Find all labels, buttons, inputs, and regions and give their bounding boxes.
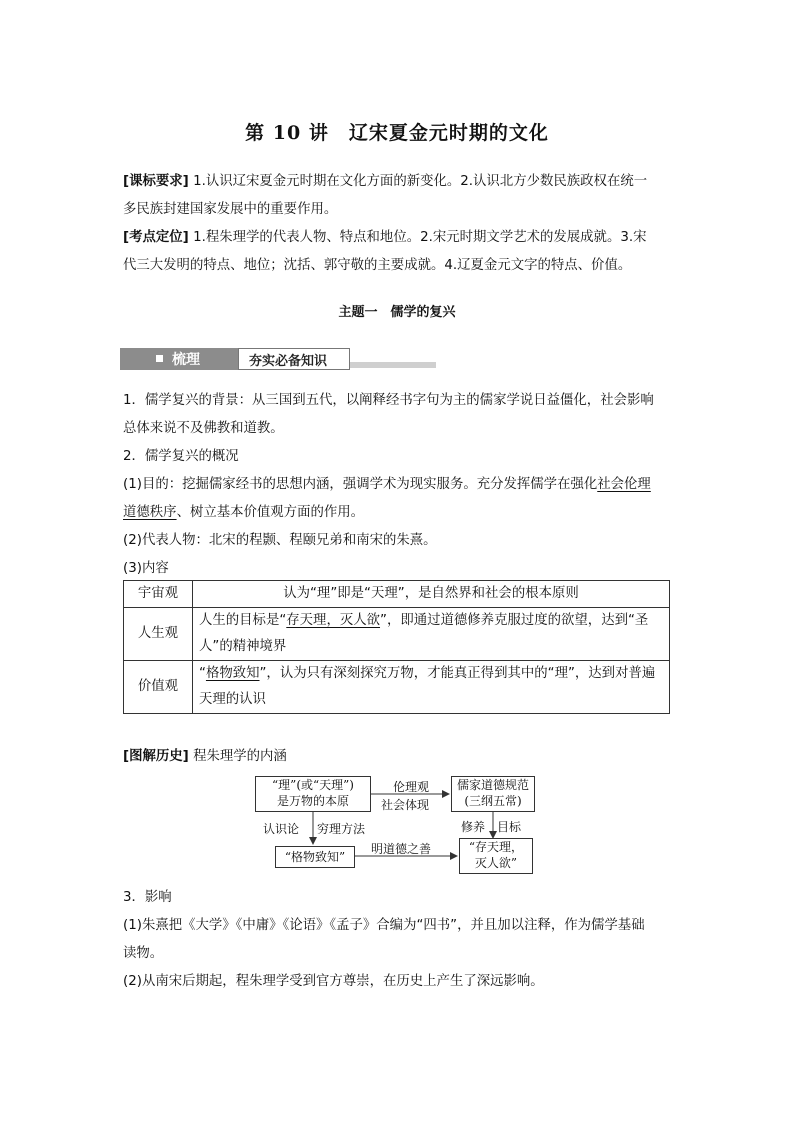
curriculum-requirements: [123, 168, 675, 224]
box-moral-line-1: 儒家道德规范: [456, 778, 529, 792]
banner-dark-tab: [120, 348, 238, 370]
requirements-line-1: 1.认识辽宋夏金元时期在文化方面的新变化。2.认识北方少数民族政权在统一: [188, 174, 648, 189]
section-banner: [120, 348, 436, 370]
box-heavenly-line-1: “存天理，: [468, 840, 524, 854]
arrow-left-label-left: 认识论: [263, 822, 300, 836]
table-head-cell: 价值观: [124, 661, 193, 714]
s2-p2: (2)代表人物：北宋的程颢、程颐兄弟和南宋的朱熹。: [123, 533, 437, 548]
requirements-line-2: 多民族封建国家发展中的重要作用。: [123, 202, 338, 217]
table-row: [124, 581, 670, 608]
banner-light-label: 夯实必备知识: [249, 354, 328, 369]
banner-divider: [350, 362, 436, 368]
s2-p1-underline-2: 道德秩序: [123, 505, 177, 520]
s2-p3: (3)内容: [123, 561, 169, 576]
s2-heading: 2．儒学复兴的概况: [123, 449, 239, 464]
diagram-caption: 程朱理学的内涵: [193, 749, 287, 764]
arrow-right-label-right: 目标: [497, 820, 522, 834]
box-moral-line-2: (三纲五常): [464, 794, 522, 808]
content-table: [123, 580, 670, 714]
arrow-left-label-right: 穷理方法: [317, 822, 366, 836]
topic-title: 主题一 儒学的复兴: [338, 305, 456, 320]
section-2-overview: [123, 443, 675, 583]
banner-light-tab: [238, 348, 350, 370]
page-title: 第 10 讲 辽宋夏金元时期的文化: [245, 122, 549, 144]
concept-diagram: [255, 776, 535, 876]
cell-text: 人生的目标是“: [199, 613, 287, 628]
s2-p1-text: (1)目的：挖掘儒家经书的思想内涵，强调学术为现实服务。充分发挥儒学在强化: [123, 477, 598, 492]
table-head-cell: 宇宙观: [124, 581, 193, 608]
diagram-heading: [123, 743, 675, 771]
table-row: [124, 661, 670, 714]
s3-p1-line-1: (1)朱熹把《大学》《中庸》《论语》《孟子》合编为“四书”，并且加以注释，作为儒学基础: [123, 918, 645, 933]
focus-label: [考点定位]: [123, 230, 189, 245]
s2-p1-underline-1: 社会伦理: [597, 477, 651, 492]
cell-text: “: [199, 666, 206, 681]
square-bullet-icon: [156, 355, 163, 362]
s3-p2: (2)从南宋后期起，程朱理学受到官方尊崇，在历史上产生了深远影响。: [123, 974, 544, 989]
box-heavenly-principle: [459, 838, 533, 874]
s3-heading: 3．影响: [123, 890, 172, 905]
focus-line-1: 1.程朱理学的代表人物、特点和地位。2.宋元时期文学艺术的发展成就。3.宋: [188, 230, 647, 245]
cell-text: ”，即通过道德修养克服过度的欲望，达到“圣人”的精神境界: [199, 613, 649, 654]
s1-line-2: 总体来说不及佛教和道教。: [123, 421, 284, 436]
arrow-top-label-above: 伦理观: [393, 780, 430, 794]
table-row: [124, 608, 670, 661]
cell-underline: 格物致知: [205, 666, 260, 681]
s2-p1-text-2: 、树立基本价值观方面的作用。: [176, 505, 365, 520]
arrow-bottom-label: 明道德之善: [371, 842, 432, 856]
section-3-impact: [123, 884, 675, 996]
cell-text: ”，认为只有深刻探究万物，才能真正得到其中的“理”，达到对普遍天理的认识: [199, 666, 656, 707]
box-principle-line-1: “理”(或“天理”): [272, 778, 354, 792]
section-1-background: [123, 387, 675, 443]
exam-focus: [123, 224, 675, 280]
focus-line-2: 代三大发明的特点、地位；沈括、郭守敬的主要成就。4.辽夏金元文字的特点、价值。: [123, 258, 632, 273]
s3-p1-line-2: 读物。: [123, 946, 164, 961]
arrow-right-label-left: 修养: [461, 820, 486, 834]
requirements-label: [课标要求]: [123, 174, 189, 189]
table-head-cell: 人生观: [124, 608, 193, 661]
banner-dark-label: 梳理: [172, 352, 200, 368]
box-investigation: “格物致知”: [275, 846, 355, 868]
diagram-label: [图解历史]: [123, 749, 189, 764]
table-cell: [193, 608, 670, 661]
cell-underline: 存天理，灭人欲: [286, 613, 381, 628]
arrow-top-label-below: 社会体现: [381, 798, 430, 812]
table-cell: 认为“理”即是“天理”，是自然界和社会的根本原则: [193, 581, 670, 608]
table-cell: [193, 661, 670, 714]
s1-line-1: 1．儒学复兴的背景：从三国到五代，以阐释经书字句为主的儒家学说日益僵化，社会影响: [123, 393, 654, 408]
box-moral-norms: [451, 776, 535, 812]
box-heavenly-line-2: 灭人欲”: [474, 856, 518, 870]
box-principle: [255, 776, 371, 812]
box-principle-line-2: 是万物的本原: [276, 794, 349, 808]
